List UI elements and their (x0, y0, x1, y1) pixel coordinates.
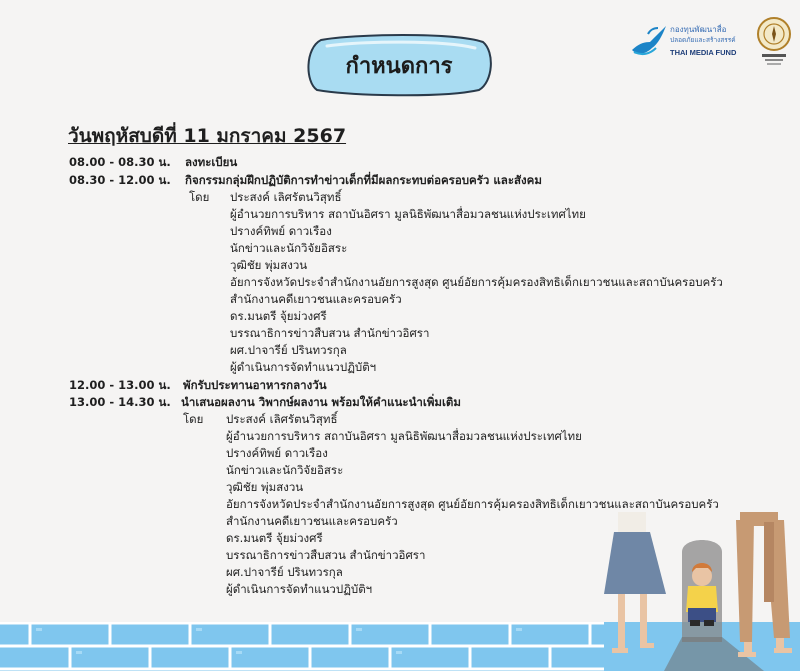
fund-name-en: THAI MEDIA FUND (670, 48, 737, 57)
time-slot: 08.00 - 08.30 น. (69, 155, 171, 169)
speaker-line: ปรางค์ทิพย์ ดาวเรือง (230, 224, 332, 238)
activity-title: นำเสนอผลงาน วิพากษ์ผลงาน พร้อมให้คำแนะนำเพิ่มเติม (181, 395, 461, 409)
speaker-line: ปรางค์ทิพย์ ดาวเรือง (226, 446, 328, 460)
by-label: โดย (189, 190, 210, 204)
speaker-line: สำนักงานคดีเยาวชนและครอบครัว (226, 514, 398, 528)
speaker-line: ผศ.ปาจารีย์ ปรินทวรกุล (226, 565, 343, 579)
fund-name-thai-1: กองทุนพัฒนาสื่อ (670, 25, 727, 34)
thai-media-fund-logo (628, 22, 746, 62)
speaker-line: บรรณาธิการข่าวสืบสวน สำนักข่าวอิศรา (230, 326, 430, 340)
family-illustration (604, 512, 800, 671)
seal-icon (756, 16, 792, 68)
by-label: โดย (183, 412, 204, 426)
organization-seal-logo (756, 16, 792, 68)
fund-name-thai-2: ปลอดภัยและสร้างสรรค์ (670, 36, 736, 44)
speaker-line: อัยการจังหวัดประจำสำนักงานอัยการสูงสุด ศูนย์อัยการคุ้มครองสิทธิเด็กเยาวชนและสถาบันครอบครัว (226, 497, 719, 511)
bird-icon (628, 22, 668, 62)
date-heading: วันพฤหัสบดีที่ 11 มกราคม 2567 (68, 125, 347, 147)
speaker-line: ดร.มนตรี จุ้ยม่วงศรี (226, 531, 323, 545)
speaker-line: ดร.มนตรี จุ้ยม่วงศรี (230, 309, 327, 323)
time-slot: 08.30 - 12.00 น. (69, 173, 171, 187)
activity-title: กิจกรรมกลุ่มฝึกปฏิบัติการทำข่าวเด็กที่มีผลกระทบต่อครอบครัว และสังคม (185, 173, 542, 187)
speaker-line: ผู้อำนวยการบริหาร สถาบันอิศรา มูลนิธิพัฒนาสื่อมวลชนแห่งประเทศไทย (226, 429, 582, 443)
speaker-line: ประสงค์ เลิศรัตนวิสุทธิ์ (230, 190, 342, 204)
speaker-line: นักข่าวและนักวิจัยอิสระ (226, 463, 344, 477)
time-slot: 12.00 - 13.00 น. (69, 378, 171, 392)
speaker-line: ผู้อำนวยการบริหาร สถาบันอิศรา มูลนิธิพัฒนาสื่อมวลชนแห่งประเทศไทย (230, 207, 586, 221)
speaker-line: ผู้ดำเนินการจัดทำแนวปฏิบัติฯ (230, 360, 377, 374)
title-badge (303, 32, 495, 98)
activity-title: ลงทะเบียน (185, 155, 238, 169)
speaker-line: วุฒิชัย พุ่มสงวน (230, 258, 308, 272)
speaker-line: อัยการจังหวัดประจำสำนักงานอัยการสูงสุด ศูนย์อัยการคุ้มครองสิทธิเด็กเยาวชนและสถาบันครอบครัว (230, 275, 723, 289)
activity-title: พักรับประทานอาหารกลางวัน (183, 378, 327, 392)
speaker-line: สำนักงานคดีเยาวชนและครอบครัว (230, 292, 402, 306)
speaker-line: บรรณาธิการข่าวสืบสวน สำนักข่าวอิศรา (226, 548, 426, 562)
speaker-line: ผศ.ปาจารีย์ ปรินทวรกุล (230, 343, 347, 357)
speaker-line: ประสงค์ เลิศรัตนวิสุทธิ์ (226, 412, 338, 426)
speaker-line: นักข่าวและนักวิจัยอิสระ (230, 241, 348, 255)
page-title: กำหนดการ (345, 53, 453, 79)
speaker-line: ผู้ดำเนินการจัดทำแนวปฏิบัติฯ (226, 582, 373, 596)
time-slot: 13.00 - 14.30 น. (69, 395, 171, 409)
speaker-line: วุฒิชัย พุ่มสงวน (226, 480, 304, 494)
